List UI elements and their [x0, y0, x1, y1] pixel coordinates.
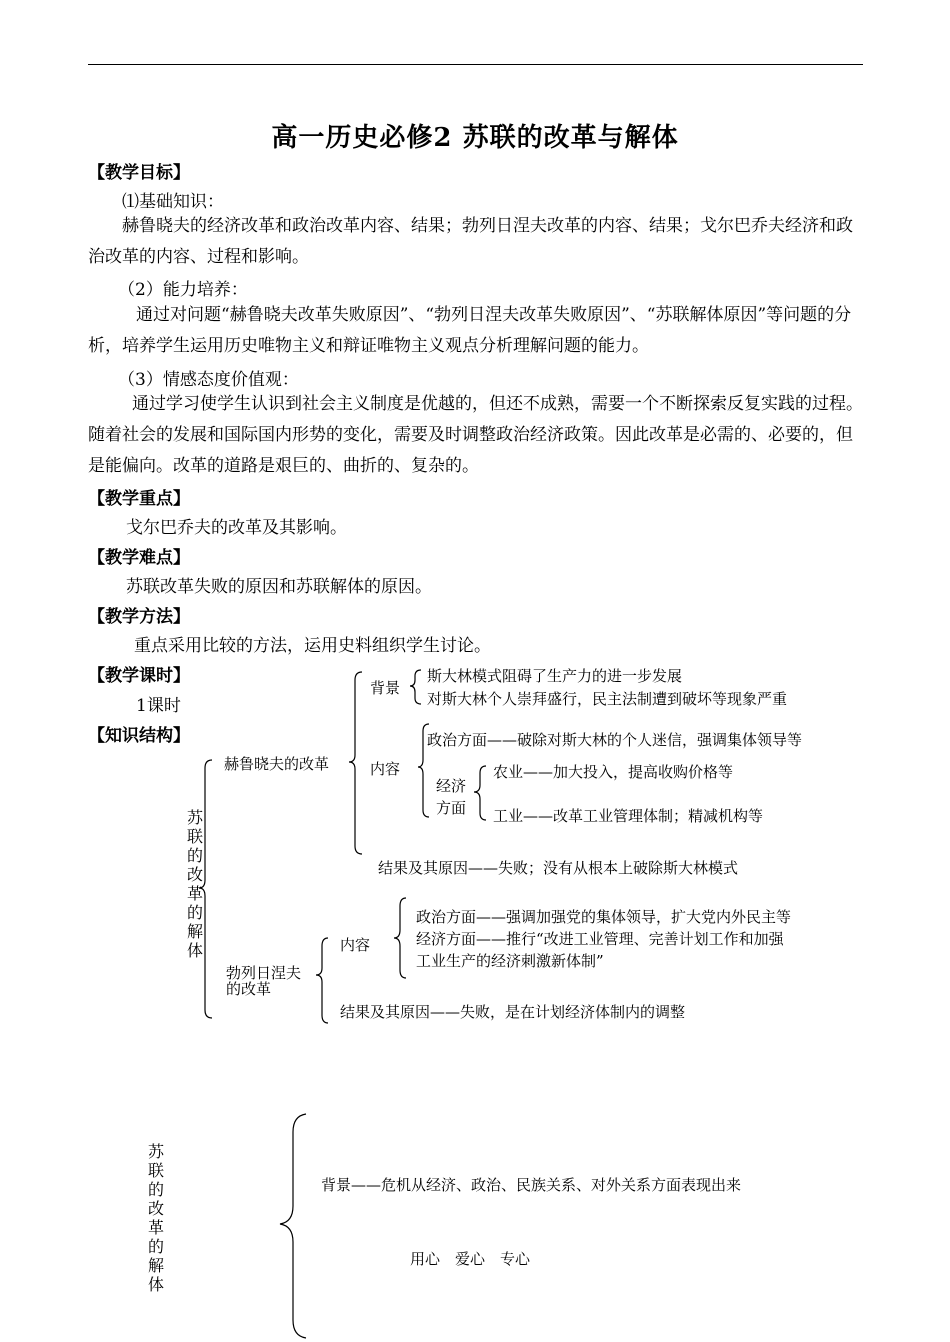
- structure-root-label: 苏联的改革的解体: [186, 808, 203, 960]
- brezhnev-political: 政治方面——强调加强党的集体领导，扩大党内外民主等: [416, 908, 792, 926]
- method-text: 重点采用比较的方法，运用史料组织学生讨论。: [134, 636, 491, 656]
- hours-text: 1课时: [136, 696, 181, 716]
- page-footer: 用心 爱心 专心: [410, 1250, 531, 1268]
- khrushchev-result: 结果及其原因——失败；没有从根本上破除斯大林模式: [378, 859, 739, 877]
- method-heading: 【教学方法】: [88, 607, 190, 627]
- khrushchev-economic-label: 方面: [436, 799, 467, 817]
- second-background: 背景——危机从经济、政治、民族关系、对外关系方面表现出来: [321, 1176, 742, 1194]
- brezhnev-brace: [316, 938, 328, 1023]
- khrushchev-economic-label: 经济: [436, 777, 467, 795]
- background-brace: [410, 670, 421, 704]
- background-item: 斯大林模式阻碍了生产力的进一步发展: [427, 667, 683, 685]
- khrushchev-background-label: 背景: [370, 679, 401, 697]
- emotion-label: （3）情感态度价值观：: [118, 370, 299, 390]
- brezhnev-result: 结果及其原因——失败，是在计划经济体制内的调整: [340, 1003, 686, 1021]
- basic-knowledge-label: ⑴基础知识：: [122, 192, 224, 212]
- economic-brace: [474, 766, 486, 820]
- key-points-text: 戈尔巴乔夫的改革及其影响。: [126, 518, 347, 538]
- page-title: 高一历史必修2 苏联的改革与解体: [271, 123, 679, 153]
- basic-knowledge-text: 赫鲁晓夫的经济改革和政治改革内容、结果；勃列日涅夫改革的内容、结果；戈尔巴乔夫经济和政治改革的内容、过程和影响。: [88, 216, 853, 267]
- brezhnev-label: 勃列日涅夫: [226, 964, 302, 982]
- ability-label: （2）能力培养：: [118, 280, 248, 300]
- second-root-brace: [280, 1114, 306, 1338]
- brezhnev-content-label: 内容: [340, 936, 371, 954]
- brezhnev-economic: 经济方面——推行“改进工业管理、完善计划工作和加强: [416, 930, 784, 948]
- difficulties-text: 苏联改革失败的原因和苏联解体的原因。: [126, 577, 432, 597]
- ability-text: 通过对问题“赫鲁晓夫改革失败原因”、“勃列日涅夫改革失败原因”、“苏联解体原因”等问题的分析，培养学生运用历史唯物主义和辩证唯物主义观点分析理解问题的能力。: [88, 305, 852, 356]
- background-item: 对斯大林个人崇拜盛行，民主法制遭到破坏等现象严重: [427, 690, 788, 708]
- hours-heading: 【教学课时】: [88, 666, 190, 686]
- khrushchev-label: 赫鲁晓夫的改革: [224, 755, 330, 773]
- emotion-text: 通过学习使学生认识到社会主义制度是优越的，但还不成熟，需要一个不断探索反复实践的过程。随着社会的发展和国际国内形势的变化，需要及时调整政治经济政策。因此改革是必需的、必要的，但是能偏向。改革的道路是艰巨的、曲折的、复杂的。: [88, 394, 863, 476]
- second-root-label: 苏联的改革的解体: [147, 1142, 164, 1294]
- khrushchev-political: 政治方面——破除对斯大林的个人迷信，强调集体领导等: [427, 731, 803, 749]
- brezhnev-label: 的改革: [226, 980, 272, 998]
- brezhnev-economic: 工业生产的经济刺激新体制”: [416, 952, 604, 970]
- khrushchev-content-label: 内容: [370, 760, 401, 778]
- khrushchev-brace: [349, 672, 362, 854]
- structure-heading: 【知识结构】: [88, 726, 190, 746]
- khrushchev-industry: 工业——改革工业管理体制；精减机构等: [493, 807, 764, 825]
- khrushchev-agriculture: 农业——加大投入，提高收购价格等: [493, 763, 734, 781]
- key-points-heading: 【教学重点】: [88, 489, 190, 509]
- goals-heading: 【教学目标】: [88, 163, 190, 183]
- brezhnev-content-brace: [394, 898, 406, 978]
- difficulties-heading: 【教学难点】: [88, 548, 190, 568]
